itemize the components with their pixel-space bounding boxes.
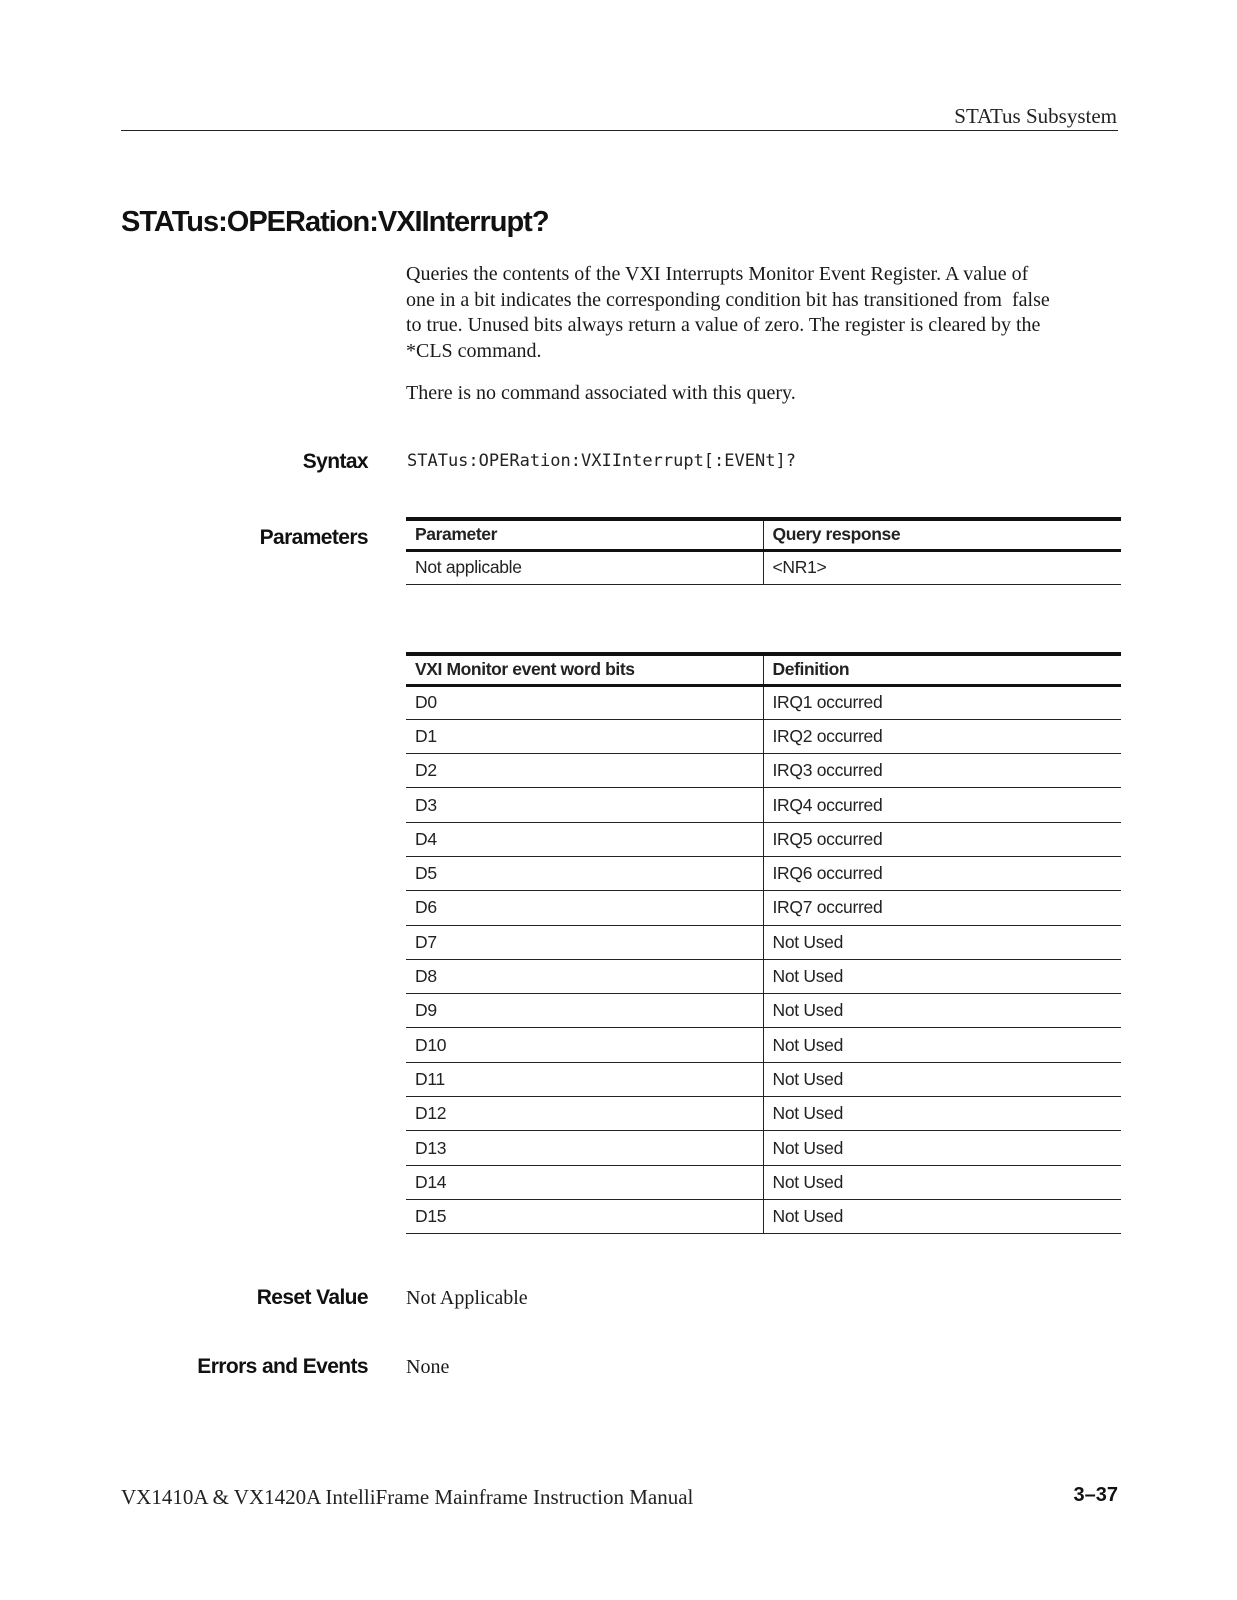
table-row: [406, 891, 1121, 925]
table-row: [406, 925, 1121, 959]
column-header-query-response: Query response: [763, 519, 1121, 550]
description-line: to true. Unused bits always return a value of zero. The register is cleared by the: [406, 314, 1041, 336]
definition-cell: Not Used: [763, 959, 1121, 993]
bit-cell: D5: [406, 856, 763, 890]
definition-cell: Not Used: [763, 1097, 1121, 1131]
definition-cell: IRQ4 occurred: [763, 788, 1121, 822]
table-cell: <NR1>: [763, 550, 1121, 584]
table-header-row: [406, 519, 1121, 550]
bits-table-body: [406, 685, 1121, 1234]
table-row: [406, 788, 1121, 822]
footer-manual-title: VX1410A & VX1420A IntelliFrame Mainframe Instruction Manual: [121, 1485, 694, 1509]
no-command-note: There is no command associated with this query.: [406, 382, 796, 404]
table-cell: Not applicable: [406, 550, 763, 584]
description-line: Queries the contents of the VXI Interrupts Monitor Event Register. A value of: [406, 263, 1029, 285]
table-row: [406, 550, 1121, 584]
table-row: [406, 1199, 1121, 1233]
description-line: one in a bit indicates the corresponding condition bit has transitioned from false: [406, 288, 1050, 311]
definition-cell: IRQ6 occurred: [763, 856, 1121, 890]
bit-cell: D1: [406, 719, 763, 753]
syntax-label: Syntax: [302, 450, 368, 473]
page-number: 3–37: [1073, 1484, 1118, 1506]
definition-cell: Not Used: [763, 1131, 1121, 1165]
errors-events-value: None: [406, 1356, 450, 1378]
table-row: [406, 1131, 1121, 1165]
table-row: [406, 1165, 1121, 1199]
bit-cell: D4: [406, 822, 763, 856]
description-paragraph: [406, 262, 1118, 364]
table-row: [406, 685, 1121, 719]
bit-cell: D15: [406, 1199, 763, 1233]
description-line: *CLS command.: [406, 339, 542, 362]
syntax-command: STATus:OPERation:VXIInterrupt[:EVENt]?: [407, 451, 796, 471]
parameters-label: Parameters: [259, 526, 368, 549]
bit-cell: D11: [406, 1062, 763, 1096]
definition-cell: IRQ3 occurred: [763, 754, 1121, 788]
bit-cell: D2: [406, 754, 763, 788]
bit-cell: D8: [406, 959, 763, 993]
bit-cell: D0: [406, 685, 763, 719]
table-row: [406, 1062, 1121, 1096]
definition-cell: Not Used: [763, 1165, 1121, 1199]
definition-cell: Not Used: [763, 994, 1121, 1028]
table-header-row: [406, 654, 1121, 685]
table-row: [406, 719, 1121, 753]
column-header-definition: Definition: [763, 654, 1121, 685]
reset-value: Not Applicable: [406, 1287, 528, 1309]
table-row: [406, 1097, 1121, 1131]
bit-cell: D14: [406, 1165, 763, 1199]
vxi-monitor-bits-table: [406, 652, 1121, 1234]
bit-cell: D7: [406, 925, 763, 959]
running-head: STATus Subsystem: [954, 104, 1117, 128]
section-title: STATus:OPERation:VXIInterrupt?: [121, 206, 549, 238]
bit-cell: D12: [406, 1097, 763, 1131]
table-row: [406, 959, 1121, 993]
definition-cell: IRQ1 occurred: [763, 685, 1121, 719]
definition-cell: Not Used: [763, 925, 1121, 959]
bit-cell: D6: [406, 891, 763, 925]
table-row: [406, 754, 1121, 788]
header-rule: [121, 130, 1118, 131]
definition-cell: Not Used: [763, 1062, 1121, 1096]
errors-events-label: Errors and Events: [197, 1355, 368, 1378]
parameters-table: [406, 517, 1121, 585]
table-row: [406, 994, 1121, 1028]
column-header-bits: VXI Monitor event word bits: [406, 654, 763, 685]
table-row: [406, 1028, 1121, 1062]
definition-cell: Not Used: [763, 1028, 1121, 1062]
definition-cell: IRQ5 occurred: [763, 822, 1121, 856]
definition-cell: IRQ7 occurred: [763, 891, 1121, 925]
bit-cell: D9: [406, 994, 763, 1028]
reset-value-label: Reset Value: [256, 1286, 368, 1309]
table-row: [406, 856, 1121, 890]
definition-cell: Not Used: [763, 1199, 1121, 1233]
bit-cell: D13: [406, 1131, 763, 1165]
bit-cell: D3: [406, 788, 763, 822]
definition-cell: IRQ2 occurred: [763, 719, 1121, 753]
bit-cell: D10: [406, 1028, 763, 1062]
table-row: [406, 822, 1121, 856]
column-header-parameter: Parameter: [406, 519, 763, 550]
